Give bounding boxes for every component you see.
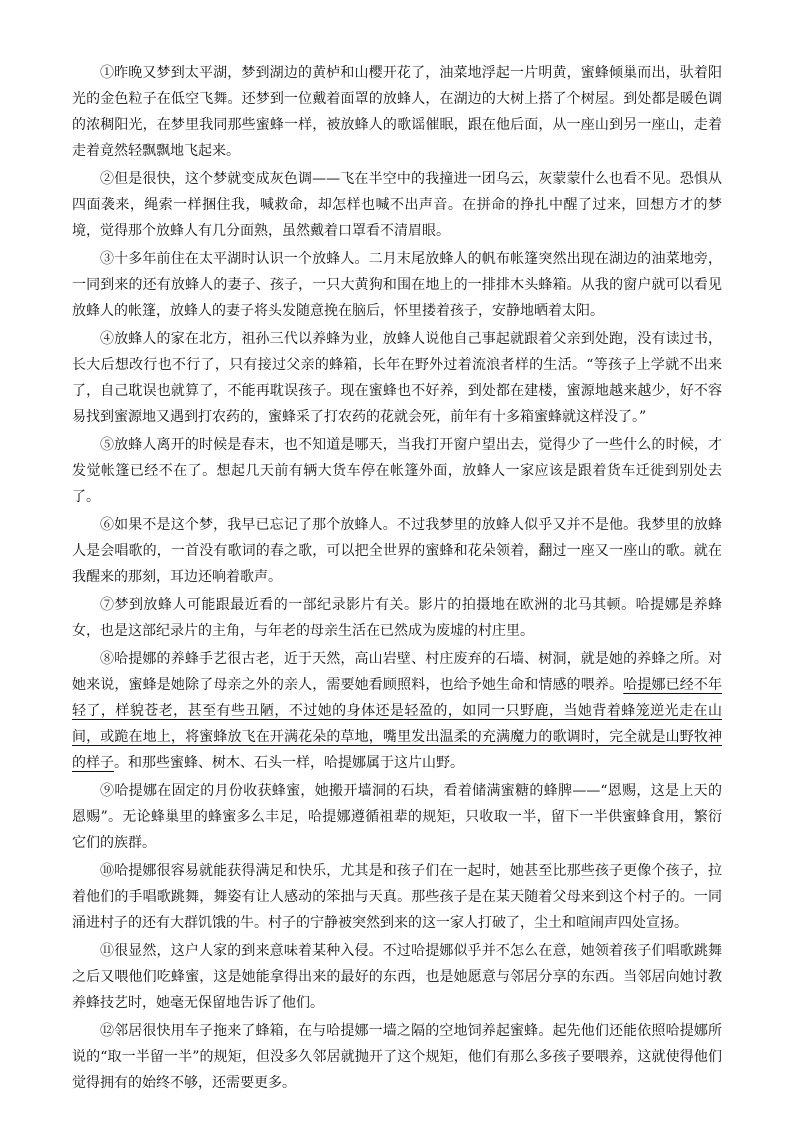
paragraph-8-lead: ⑧哈提娜的养蜂手艺很古老，近于天然，高山岩壁、村庄废弃的石墙、树洞，就是她的养蜂之所。对她来说，蜜蜂是她除了母亲之外的亲人，需要她看顾照料，也给予她生命和情感的喂养。 — [72, 651, 722, 693]
paragraph-3: ③十多年前住在太平湖时认识一个放蜂人。二月末尾放蜂人的帆布帐篷突然出现在湖边的油菜地旁，一同到来的还有放蜂人的妻子、孩子，一只大黄狗和围在地上的一排排木头蜂箱。从我的窗户就可以看见放蜂人的帐篷，放蜂人的妻子将头发随意挽在脑后，怀里搂着孩子，安静地晒着太阳。 — [72, 251, 722, 319]
paragraph-10: ⑩哈提娜很容易就能获得满足和快乐，尤其是和孩子们在一起时，她甚至比那些孩子更像个孩子，拉着他们的手唱歌跳舞，舞姿有让人感动的笨拙与天真。那些孩子是在某天随着父母来到这个村子的。一同涌进村子的还有大群饥饿的牛。村子的宁静被突然到来的这一家人打破了，尘土和喧闹声四处宣扬。 — [72, 863, 722, 931]
paragraph-8-tail: 。和那些蜜蜂、树木、石头一样，哈提娜属于这片山野。 — [114, 755, 464, 771]
paragraph-8 — [72, 646, 722, 776]
article-body — [72, 60, 722, 1098]
paragraph-5: ⑤放蜂人离开的时候是春末，也不知道是哪天，当我打开窗户望出去，觉得少了一些什么的时候，才发觉帐篷已经不在了。想起几天前有辆大货车停在帐篷外面，放蜂人一家应该是跟着货车迁徙到别处去了。 — [72, 437, 722, 505]
paragraph-1: ①昨晚又梦到太平湖，梦到湖边的黄栌和山樱开花了，油菜地浮起一片明黄，蜜蜂倾巢而出，驮着阳光的金色粒子在低空飞舞。还梦到一位戴着面罩的放蜂人，在湖边的大树上搭了个树屋。到处都是暖色调的浓稠阳光，在梦里我同那些蜜蜂一样，被放蜂人的歌谣催眠，跟在他后面，从一座山到另一座山，走着走着竟然轻飘飘地飞起来。 — [72, 65, 722, 159]
paragraph-6: ⑥如果不是这个梦，我早已忘记了那个放蜂人。不过我梦里的放蜂人似乎又并不是他。我梦里的放蜂人是会唱歌的，一首没有歌词的春之歌，可以把全世界的蜜蜂和花朵领着，翻过一座又一座山的歌。就在我醒来的那刻，耳边还响着歌声。 — [72, 517, 722, 585]
paragraph-12: ⑫邻居很快用车子拖来了蜂箱，在与哈提娜一墙之隔的空地饲养起蜜蜂。起先他们还能依照哈提娜所说的“取一半留一半”的规矩，但没多久邻居就抛开了这个规矩，他们有那么多孩子要喂养，这就使得他们觉得拥有的始终不够，还需要更多。 — [72, 1023, 722, 1091]
paragraph-11: ⑪很显然，这户人家的到来意味着某种入侵。不过哈提娜似乎并不怎么在意，她领着孩子们唱歌跳舞之后又喂他们吃蜂蜜，这是她能拿得出来的最好的东西，也是她愿意与邻居分享的东西。当邻居向她讨教养蜂技艺时，她毫无保留地告诉了他们。 — [72, 943, 722, 1011]
paragraph-4: ④放蜂人的家在北方，祖孙三代以养蜂为业，放蜂人说他自己事起就跟着父亲到处跑，没有读过书，长大后想改行也不行了，只有接过父亲的蜂箱，长年在野外过着流浪者样的生活。“等孩子上学就不出来了，自己耽误也就算了，不能再耽误孩子。现在蜜蜂也不好养，到处都在建楼，蜜源地越来越少，好不容易找到蜜源地又遇到打农药的，蜜蜂采了打农药的花就会死，前年有十多箱蜜蜂就这样没了。” — [72, 331, 722, 425]
paragraph-8-underlined-sentence: 哈提娜已经不年轻了，样貌苍老，甚至有些丑陋，不过她的身体还是轻盈的，如同一只野鹿，当她背着蜂笼逆光走在山间，或跪在地上，将蜜蜂放飞在开满花朵的草地，嘴里发出温柔的充满魔力的歌调时，完全就是山野牧神的样子 — [72, 677, 723, 771]
paragraph-7: ⑦梦到放蜂人可能跟最近看的一部纪录影片有关。影片的拍摄地在欧洲的北马其顿。哈提娜是养蜂女，也是这部纪录片的主角，与年老的母亲生活在已然成为废墟的村庄里。 — [72, 597, 722, 639]
paragraph-2: ②但是很快，这个梦就变成灰色调——飞在半空中的我撞进一团乌云，灰蒙蒙什么也看不见。恐惧从四面袭来，绳索一样捆住我，喊救命，却怎样也喊不出声音。在拼命的挣扎中醒了过来，回想方才的梦境，觉得那个放蜂人有几分面熟，虽然戴着口罩看不清眉眼。 — [72, 171, 722, 239]
paragraph-9: ⑨哈提娜在固定的月份收获蜂蜜，她搬开墙洞的石块，看着储满蜜糖的蜂脾——“恩赐，这是上天的恩赐”。无论蜂巢里的蜂蜜多么丰足，哈提娜遵循祖辈的规矩，只收取一半，留下一半供蜜蜂食用，繁衍它们的族群。 — [72, 783, 722, 851]
